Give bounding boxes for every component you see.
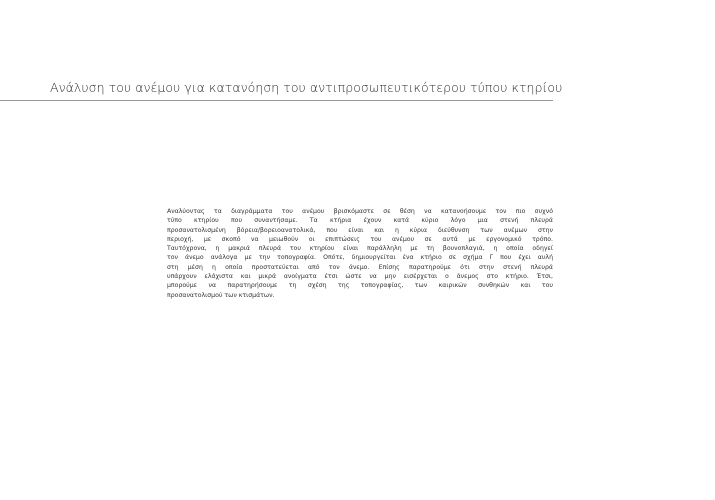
paragraph-line: υπάρχουν ελάχιστα και μικρά ανοίγματα έτσι ώστε να μην εισέρχεται ο άνεμος στο κτήριο. Έτσι,: [167, 273, 553, 281]
paragraph-line: προσανατολισμένη βόρεια/βορειοανατολικά, που είναι και η κύρια διεύθυνση των ανέμων στην: [167, 226, 553, 234]
paragraph-line: Αναλύοντας τα διαγράμματα του ανέμου βρισκόμαστε σε θέση να κατανοήσουμε τον πιο συχνό: [167, 208, 553, 215]
paragraph-line: στη μέση η οποία προστατεύεται από τον άνεμο. Επίσης παρατηρούμε ότι στην στενή πλευρά: [167, 263, 553, 271]
paragraph-line: τον άνεμο ανάλογα με την τοπογραφία. Οπότε, δημιουργείται ένα κτήριο σε σχήμα Γ που έχει αυλή: [167, 254, 553, 262]
paragraph-line: προσανατολισμού των κτισμάτων.: [167, 291, 275, 299]
paragraph-line: Ταυτόχρονα, η μακριά πλευρά του κτηρίου είναι παράλληλη με τη βουνοπλαγιά, η οποία οδηγεί: [167, 245, 553, 253]
paragraph-line: μπορούμε να παρατηρήσουμε τη σχέση της τοπογραφίας, των καιρικών συνθηκών και του: [167, 282, 553, 290]
paragraph-line: περιοχή, με σκοπό να μειωθούν οι επιπτώσεις του ανέμου σε αυτά με εργονομικό τρόπο.: [167, 235, 553, 243]
paragraph-line: τύπο κτηρίου που συναντήσαμε. Τα κτήρια έχουν κατά κύριο λόγο μια στενή πλευρά: [167, 217, 553, 225]
page-title: Ανάλυση του ανέμου για κατανόηση του αντιπροσωπευτικότερου τύπου κτηρίου: [50, 80, 563, 95]
title-divider: [0, 100, 553, 101]
body-paragraph: [167, 207, 553, 300]
